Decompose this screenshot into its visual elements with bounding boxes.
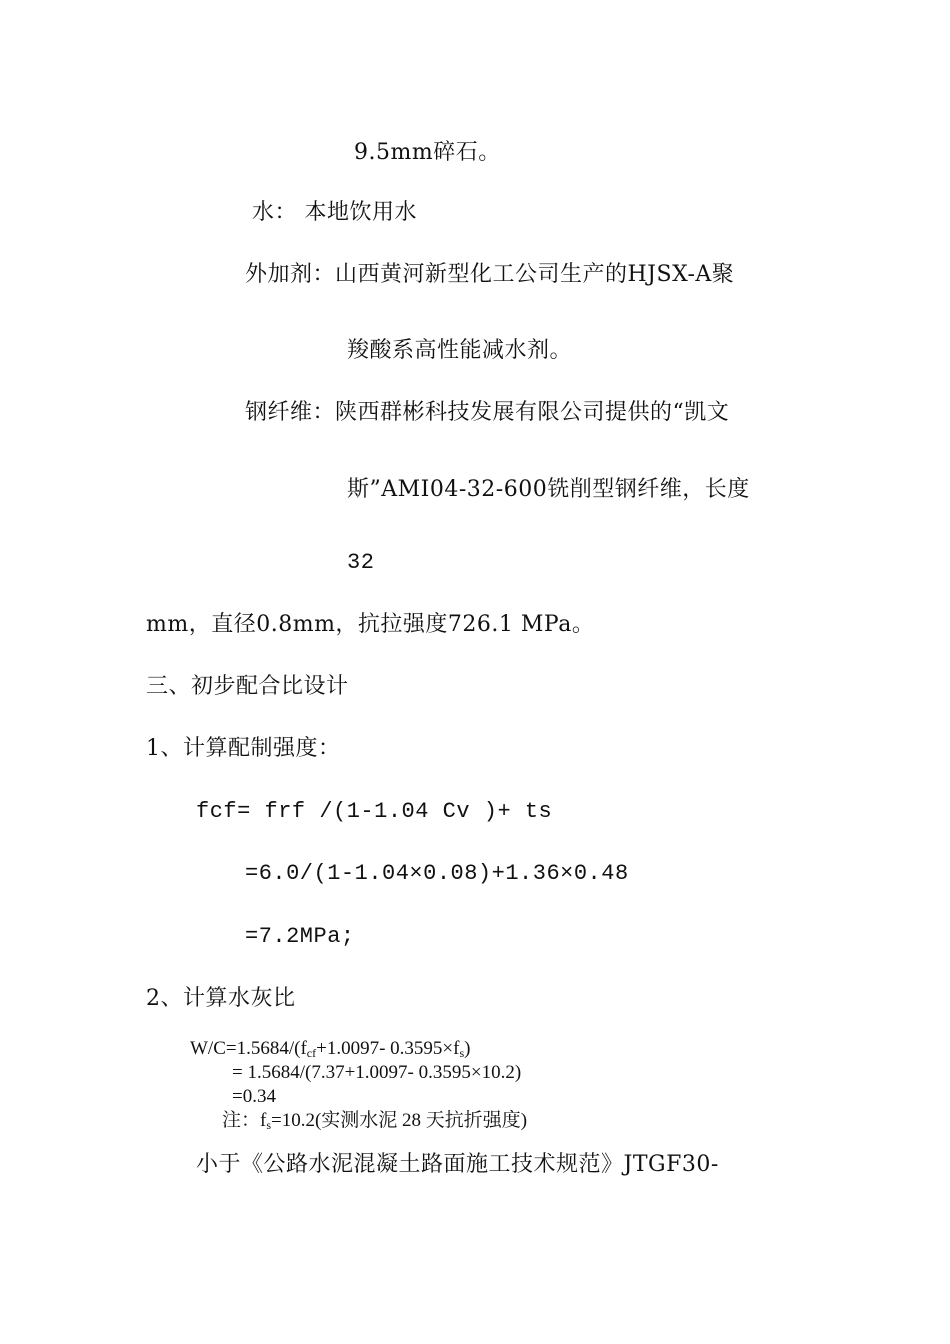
note-part: 注：f [222, 1110, 267, 1131]
text-line: 斯”AMI04-32-600铣削型钢纤维，长度 [347, 477, 750, 502]
text-line: 羧酸系高性能减水剂。 [347, 338, 573, 363]
formula-part: ) [464, 1038, 471, 1059]
formula-part: +1.0097- 0.3595×f [316, 1038, 460, 1059]
text-line: 钢纤维：陕西群彬科技发展有限公司提供的“凯文 [245, 400, 730, 425]
formula-line: =6.0/(1-1.04×0.08)+1.36×0.48 [245, 861, 629, 886]
formula-line: fcf= frf /(1-1.04 Cv )+ ts [196, 799, 553, 824]
subsection-heading: 2、计算水灰比 [146, 986, 296, 1011]
text-line: 32 [347, 550, 375, 575]
wc-formula-result: =0.34 [232, 1086, 276, 1107]
text-line: 9.5mm碎石。 [354, 140, 501, 165]
subsection-heading: 1、计算配制强度： [146, 736, 341, 761]
note-part: =10.2(实测水泥 28 天抗折强度) [271, 1110, 528, 1131]
formula-part: W/C=1.5684/(f [190, 1038, 307, 1059]
formula-line: =7.2MPa; [245, 924, 355, 949]
wc-formula [190, 1038, 470, 1064]
subscript: s [266, 1118, 271, 1132]
text-line: 水： 本地饮用水 [252, 200, 417, 225]
subscript: cf [306, 1046, 317, 1060]
formula-note [222, 1110, 527, 1136]
text-line: 小于《公路水泥混凝土路面施工技术规范》JTGF30- [196, 1152, 719, 1177]
wc-formula-step: = 1.5684/(7.37+1.0097- 0.3595×10.2) [232, 1062, 522, 1083]
text-line: 外加剂：山西黄河新型化工公司生产的HJSX-A聚 [245, 262, 735, 287]
subscript: s [459, 1046, 465, 1060]
section-heading: 三、初步配合比设计 [146, 674, 349, 699]
text-line: mm，直径0.8mm，抗拉强度726.1 MPa。 [146, 612, 595, 637]
